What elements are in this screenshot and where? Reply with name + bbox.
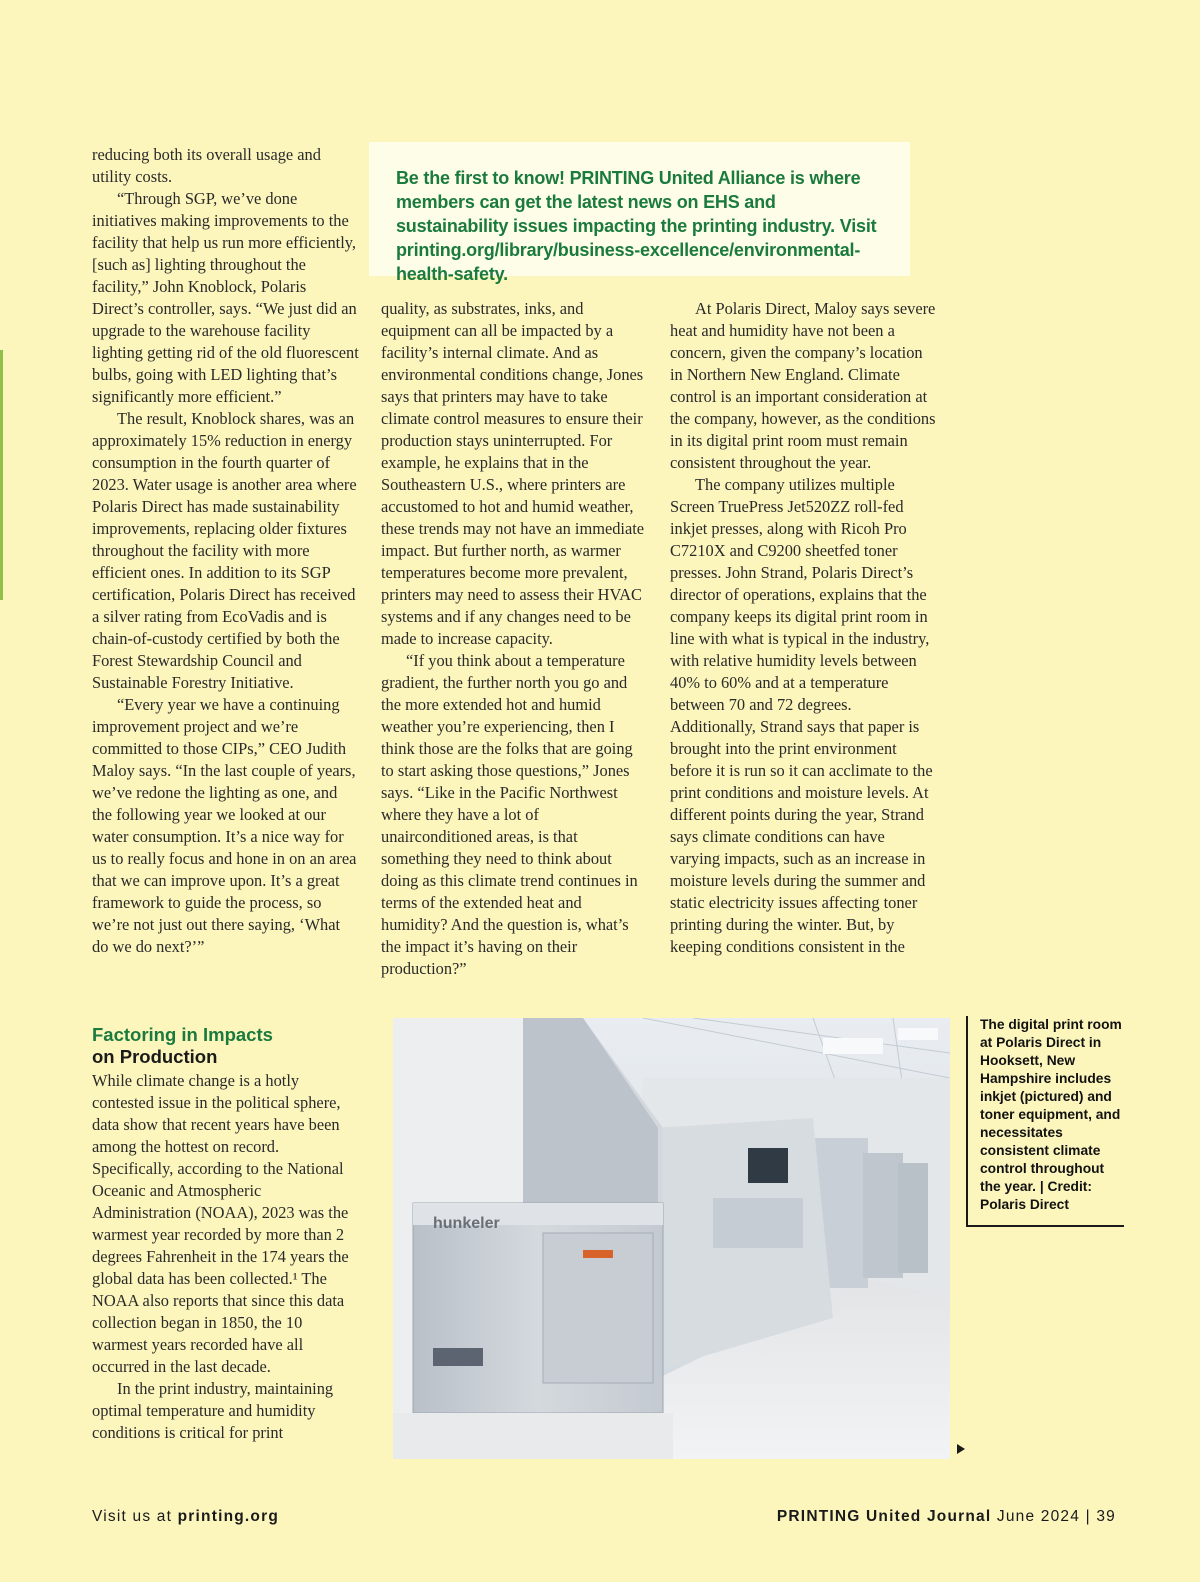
subhead-line-2: on Production xyxy=(92,1046,218,1067)
machine-brand-label: hunkeler xyxy=(433,1215,500,1232)
print-room-photo xyxy=(393,1018,950,1459)
paragraph: At Polaris Direct, Maloy says severe heat and humidity have not been a concern, given the company’s location in Northern New England. Climate control is an important consideration at the company, however, as the conditions in its digital print room must remain consistent throughout the year. xyxy=(670,299,936,472)
paragraph: The company utilizes multiple Screen TruePress Jet520ZZ roll-fed inkjet presses, along with Ricoh Pro C7210X and C9200 sheetfed toner presses. John Strand, Polaris Direct’s director of operations, explains that the company keeps its digital print room in line with what is typical in the industry, with relative humidity levels between 40% to 60% and at a temperature between 70 and 72 degrees. Additionally, Strand says that paper is brought into the print environment before it is run so it can acclimate to the print conditions and moisture levels. At different points during the year, Strand says climate conditions can have varying impacts, such as an increase in moisture levels during the summer and static electricity issues affecting toner printing during the winter. But, by keeping conditions consistent in the xyxy=(670,475,933,956)
paragraph: “If you think about a temperature gradient, the further north you go and the more extended hot and humid weather you’re experiencing, then I think those are the folks that are going to start asking those questions,” Jones says. “Like in the Pacific Northwest where they have a lot of unairconditioned areas, is that something they need to think about doing as this climate trend continues in terms of the extended heat and humidity? And the question is, what’s the impact it’s having on their production?” xyxy=(381,651,638,978)
article-column-1 xyxy=(92,144,360,958)
article-column-1-lower xyxy=(92,1070,360,1444)
photo-caption: The digital print room at Polaris Direct in Hooksett, New Hampshire includes inkjet (pictured) and toner equipment, and necessitates consistent climate control throughout the year. | Credit: Polaris Direct xyxy=(966,1016,1124,1227)
article-column-2 xyxy=(381,298,649,980)
paragraph: The result, Knoblock shares, was an approximately 15% reduction in energy consumption in the fourth quarter of 2023. Water usage is another area where Polaris Direct has made sustainability improvements, replacing older fixtures throughout the facility with more efficient ones. In addition to its SGP certification, Polaris Direct has received a silver rating from EcoVadis and is chain-of-custody certified by both the Forest Stewardship Council and Sustainable Forestry Initiative. xyxy=(92,409,357,692)
footer-left xyxy=(92,1508,279,1526)
footer-site-link[interactable]: printing.org xyxy=(177,1508,279,1525)
paragraph: “Every year we have a continuing improvement project and we’re committed to those CIPs,” CEO Judith Maloy says. “In the last couple of years, we’ve redone the lighting as one, and the following year we looked at our water consumption. It’s a nice way for us to really focus and hone in on an area that we can improve upon. It’s a great framework to guide the process, so we’re not just out there saying, ‘What do we do next?’” xyxy=(92,695,357,956)
subhead-line-1: Factoring in Impacts xyxy=(92,1024,273,1045)
paragraph: While climate change is a hotly contested issue in the political sphere, data show that recent years have been among the hottest on record. Specifically, according to the National Oceanic and Atmospheric Administration (NOAA), 2023 was the warmest year recorded by more than 2 degrees Fahrenheit in the 174 years the global data has been collected.¹ The NOAA also reports that since this data collection began in 1850, the 10 warmest years recorded have all occurred in the last decade. xyxy=(92,1071,349,1376)
footer-separator: | xyxy=(1085,1508,1091,1525)
footer-issue: June 2024 xyxy=(996,1508,1081,1525)
footer-publication: PRINTING United Journal xyxy=(776,1508,992,1525)
page-number: 39 xyxy=(1096,1508,1116,1525)
paragraph: reducing both its overall usage and utility costs. xyxy=(92,145,321,186)
margin-accent-bar xyxy=(0,350,3,600)
paragraph: In the print industry, maintaining optimal temperature and humidity conditions is critical for print xyxy=(92,1379,334,1442)
callout-box xyxy=(369,142,910,284)
paragraph: quality, as substrates, inks, and equipment can all be impacted by a facility’s internal climate. And as environmental conditions change, Jones says that printers may have to take climate control measures to ensure their production stays uninterrupted. For example, he explains that in the Southeastern U.S., where printers are accustomed to hot and humid weather, these trends may not have an immediate impact. But further north, as warmer temperatures become more prevalent, printers may need to assess their HVAC systems and if any changes need to be made to increase capacity. xyxy=(381,299,645,648)
footer-visit-label: Visit us at xyxy=(92,1508,173,1525)
article-column-3 xyxy=(670,298,938,958)
paragraph: “Through SGP, we’ve done initiatives making improvements to the facility that help us run more efficiently, [such as] lighting throughout the facility,” John Knoblock, Polaris Direct’s controller, says. “We just did an upgrade to the warehouse facility lighting getting rid of the old fluorescent bulbs, going with LED lighting that’s significantly more efficient.” xyxy=(92,189,359,406)
callout-text: Be the first to know! PRINTING United Alliance is where members can get the latest news on EHS and sustainability issues impacting the printing industry. Visit printing.org/library/business-excellence/environmental-health-safety. xyxy=(396,168,877,284)
footer-right xyxy=(777,1508,1116,1526)
section-subhead xyxy=(92,1024,372,1068)
continue-arrow-icon xyxy=(957,1444,965,1454)
